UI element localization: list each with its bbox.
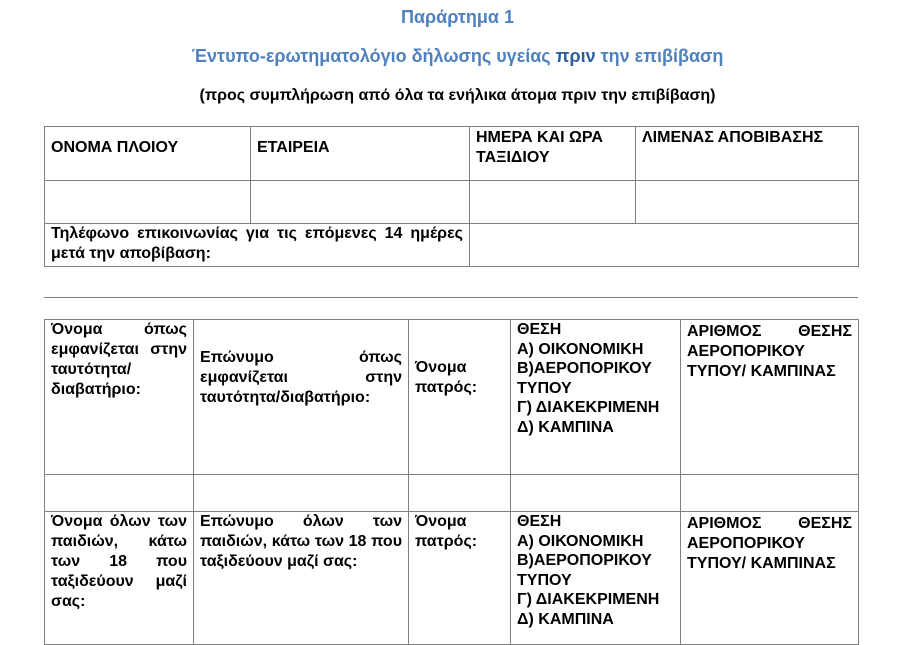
adult-seat-number-label: ΑΡΙΘΜΟΣ ΘΕΣΗΣ ΑΕΡΟΠΟΡΙΚΟΥ ΤΥΠΟΥ/ ΚΑΜΠΙΝΑΣ	[681, 320, 859, 475]
children-seat-class-label	[511, 512, 681, 645]
appendix-heading: Παράρτημα 1	[400, 7, 515, 27]
phone-label: Τηλέφωνο επικοινωνίας για τις επόμενες 14 ημέρες μετά την αποβίβαση:	[45, 224, 470, 267]
children-last-name-label: Επώνυμο όλων των παιδιών, κάτω των 18 που ταξιδεύουν μαζί σας:	[194, 512, 409, 645]
form-instruction: (προς συμπλήρωση από όλα τα ενήλικα άτομα πριν την επιβίβαση)	[199, 87, 716, 104]
seat-class-title: ΘΕΣΗ	[517, 321, 562, 338]
ship-name-header: ΟΝΟΜΑ ΠΛΟΙΟΥ	[45, 127, 251, 181]
trip-datetime-field[interactable]	[470, 181, 636, 224]
seat-option-economy: Α) ΟΙΚΟΝΟΜΙΚΗ	[517, 340, 644, 358]
children-seat-number-label: ΑΡΙΘΜΟΣ ΘΕΣΗΣ ΑΕΡΟΠΟΡΙΚΟΥ ΤΥΠΟΥ/ ΚΑΜΠΙΝΑΣ	[681, 512, 859, 645]
seat-option-airline: Β)ΑΕΡΟΠΟΡΙΚΟΥ ΤΥΠΟΥ	[517, 360, 652, 397]
trip-details-table	[44, 126, 859, 267]
section-divider	[44, 297, 858, 298]
adult-seat-number-field[interactable]	[681, 475, 859, 512]
seat-option-business: Γ) ΔΙΑΚΕΚΡΙΜΕΝΗ	[517, 591, 660, 608]
seat-option-cabin: Δ) ΚΑΜΠΙΝΑ	[517, 610, 614, 628]
adult-first-name-label: Όνομα όπως εμφανίζεται στην ταυτότητα/ διαβατήριο:	[45, 320, 194, 475]
seat-option-business: Γ) ΔΙΑΚΕΚΡΙΜΕΝΗ	[517, 399, 660, 416]
adult-last-name-label: Επώνυμο όπως εμφανίζεται στην ταυτότητα/διαβατήριο:	[194, 320, 409, 475]
trip-datetime-header: ΗΜΕΡΑ ΚΑΙ ΩΡΑ ΤΑΞΙΔΙΟΥ	[470, 127, 636, 181]
adult-seat-class-field[interactable]	[511, 475, 681, 512]
adult-father-name-field[interactable]	[409, 475, 511, 512]
adult-last-name-field[interactable]	[194, 475, 409, 512]
form-title	[0, 46, 915, 67]
children-first-name-label: Όνομα όλων των παιδιών, κάτω των 18 που ταξιδεύουν μαζί σας:	[45, 512, 194, 645]
disembark-port-field[interactable]	[636, 181, 859, 224]
ship-name-field[interactable]	[45, 181, 251, 224]
seat-class-title: ΘΕΣΗ	[517, 513, 562, 530]
company-field[interactable]	[251, 181, 470, 224]
seat-option-cabin: Δ) ΚΑΜΠΙΝΑ	[517, 418, 614, 436]
adult-father-name-label: Όνομα πατρός:	[409, 320, 511, 475]
seat-option-airline: Β)ΑΕΡΟΠΟΡΙΚΟΥ ΤΥΠΟΥ	[517, 552, 652, 589]
form-title-part2: την επιβίβαση	[595, 46, 724, 66]
form-title-part1: Έντυπο-ερωτηματολόγιο δήλωσης υγείας	[191, 46, 556, 66]
adult-first-name-field[interactable]	[45, 475, 194, 512]
children-father-name-label: Όνομα πατρός:	[409, 512, 511, 645]
phone-field[interactable]	[470, 224, 859, 267]
form-title-emphasis: πριν	[555, 46, 596, 66]
company-header: ΕΤΑΙΡΕΙΑ	[251, 127, 470, 181]
passenger-table	[44, 319, 859, 645]
disembark-port-header: ΛΙΜΕΝΑΣ ΑΠΟΒΙΒΑΣΗΣ	[636, 127, 859, 181]
seat-option-economy: Α) ΟΙΚΟΝΟΜΙΚΗ	[517, 532, 644, 550]
adult-seat-class-label	[511, 320, 681, 475]
